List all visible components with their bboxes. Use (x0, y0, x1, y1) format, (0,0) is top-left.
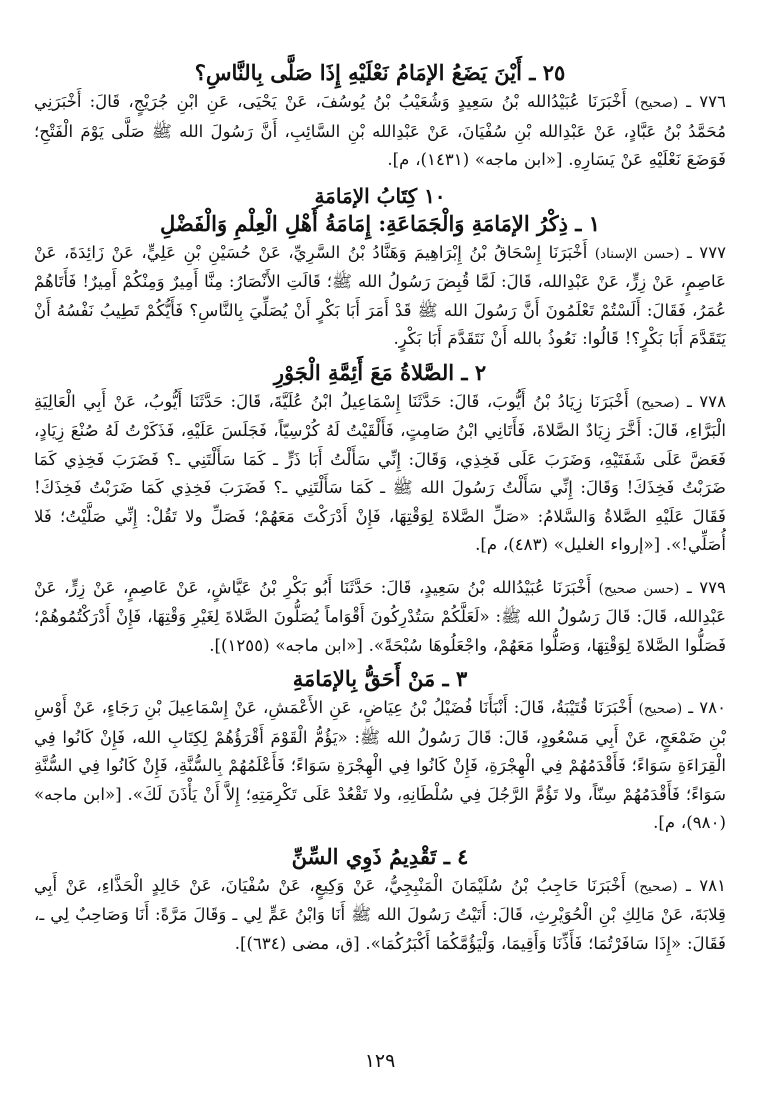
hadith-780 (34, 694, 726, 838)
book-title: ١٠ كِتَابُ الإمَامَةِ (314, 183, 446, 208)
hadith-grade: (حسن صحيح) (598, 580, 680, 597)
hadith-grade: (حسن الإسناد) (594, 245, 680, 262)
hadith-number: ٧٧٩ ـ (686, 577, 726, 597)
hadith-grade: (صحيح) (634, 878, 678, 895)
section-heading-1: ١ ـ ذِكْرُ الإمَامَةِ وَالْجَمَاعَةِ: إِمَامَةُ أَهْلِ الْعِلْمِ وَالْفَضْلِ (159, 210, 601, 236)
hadith-779 (34, 574, 726, 661)
hadith-number: ٧٧٨ ـ (687, 391, 726, 411)
hadith-777 (34, 239, 726, 354)
section-heading-2: ٢ ـ الصَّلاةُ مَعَ أَئِمَّةِ الْجَوْرِ (273, 359, 487, 385)
hadith-number: ٧٧٦ ـ (686, 92, 727, 111)
hadith-text: أَخْبَرَنَا قُتَيْبَةُ، قَالَ: أَنْبَأَنَا فُضَيْلُ بْنُ عِيَاضٍ، عَنِ الأَعْمَشِ، عَنْ إِسْمَاعِيلَ بْنِ رَجَاءٍ، عَنْ أَوْسِ بْنِ ضَمْعَجٍ، عَنْ أَبِي مَسْعُودٍ، قَالَ: قَالَ رَسُولُ الله ﷺ: «يَؤُمُّ الْقَوْمَ أَقْرَؤُهُمْ لِكِتَابِ الله، فَإِنْ كَانُوا فِي الْقِرَاءَةِ سَوَاءً؛ فَأَقْدَمُهُمْ فِي الْهِجْرَةِ، فَإِنْ كَانُوا فِي الْهِجْرَةِ سَوَاءً؛ فَأَعْلَمُهُمْ بِالسُّنَّةِ، فَإِنْ كَانُوا فِي السُّنَّةِ سَوَاءً؛ فَأَقْدَمُهُمْ سِنّاً، ولا تَؤُمَّ الرَّجُلَ فِي سُلْطَانِهِ، ولا تَقْعُدْ عَلَى تَكْرِمَتِهِ؛ إِلاَّ أَنْ يَأْذَنَ لَكَ». [«ابن ماجه» (٩٨٠)، م]. (34, 698, 726, 832)
hadith-778 (34, 388, 726, 560)
section-heading-3: ٣ ـ مَنْ أَحَقُّ بِالإمَامَةِ (292, 666, 468, 691)
hadith-text: أَخْبَرَنَا زِيَادُ بْنُ أَيُّوبَ، قَالَ: حَدَّثَنَا إِسْمَاعِيلُ ابْنُ عُلَيَّةَ، قَالَ: حَدَّثَنَا أَيُّوبُ، عَنْ أَبِي الْعَالِيَةِ الْبَرَّاءِ، قَالَ: أَخَّرَ زِيَادٌ الصَّلاةَ، فَأَتَانِي ابْنُ صَامِتٍ، فَأَلْقَيْتُ لَهُ كُرْسِيّاً، فَجَلَسَ عَلَيْهِ، فَذَكَرْتُ لَهُ صُنْعَ زِيَادٍ، فَعَضَّ عَلَى شَفَتَيْهِ، وَضَرَبَ عَلَى فَخِذِي، وَقَالَ: إِنِّي سَأَلْتُ أَبَا ذَرٍّ ـ كَمَا سَأَلْتَنِي ـ؟ فَضَرَبَ فَخِذِي كَمَا ضَرَبْتُ فَخِذَكَ! وَقَالَ: إِنِّي سَأَلْتُ رَسُولَ الله ﷺ ـ كَمَا سَأَلْتَنِي ـ؟ فَضَرَبَ فَخِذِي كَمَا ضَرَبْتُ فَخِذَكَ! فَقَالَ عَلَيْهِ الصَّلاةُ وَالسَّلامُ: «صَلِّ الصَّلاةَ لِوَقْتِهَا، فَإِنْ أَدْرَكْتَ مَعَهُمْ؛ فَصَلِّ ولا تَقُلْ: إِنِّي صَلَّيْتُ؛ فَلا أُصَلِّي!». [«إرواء الغليل» (٤٨٣)، م]. (34, 391, 726, 554)
hadith-776 (34, 88, 726, 175)
hadith-text: أَخْبَرَنَا حَاجِبُ بْنُ سُلَيْمَانَ الْمَنْبِجِيُّ، عَنْ وَكِيعٍ، عَنْ سُفْيَانَ، عَنْ خَالِدٍ الْحَذَّاءِ، عَنْ أَبِي قِلابَةَ، عَنْ مَالِكِ بْنِ الْحُوَيْرِثِ، قَالَ: أَتَيْتُ رَسُولَ الله ﷺ أَنَا وَابْنُ عَمٍّ لِي ـ وَقَالَ مَرَّةً: أَنَا وَصَاحِبٌ لِي ـ، فَقَالَ: «إِذَا سَافَرْتُمَا؛ فَأَذِّنَا وَأَقِيمَا، وَلْيَؤُمَّكُمَا أَكْبَرُكُمَا». [ق، مضى (٦٣٤)]. (34, 875, 726, 953)
hadith-781 (34, 872, 726, 959)
hadith-number: ٧٨١ ـ (685, 875, 726, 895)
section-heading-4: ٤ ـ تَقْدِيمُ ذَوِي السِّنِّ (291, 843, 469, 869)
hadith-number: ٧٧٧ ـ (686, 242, 727, 262)
hadith-text: أَخْبَرَنَا عُبَيْدُالله بْنُ سَعِيدٍ، قَالَ: حَدَّثَنَا أَبُو بَكْرِ بْنُ عَيَّاشٍ، عَنْ عَاصِمٍ، عَنْ زِرٍّ، عَنْ عَبْدِالله، قَالَ: قَالَ رَسُولُ الله ﷺ: «لَعَلَّكُمْ سَتُدْرِكُونَ أَقْوَاماً يُصَلُّونَ الصَّلاةَ لِغَيْرِ وَقْتِهَا، فَإِنْ أَدْرَكْتُمُوهُمْ؛ فَصَلُّوا الصَّلاةَ لِوَقْتِهَا، وَصَلُّوا مَعَهُمْ، واجْعَلُوهَا سُبْحَةً». [«ابن ماجه» (١٢٥٥)]. (34, 577, 726, 655)
hadith-grade: (صحيح) (634, 95, 679, 111)
hadith-number: ٧٨٠ ـ (688, 698, 727, 717)
hadith-grade: (صحيح) (638, 701, 683, 717)
page-number: ١٢٩ (364, 1050, 396, 1072)
hadith-text: أَخْبَرَنَا عُبَيْدُالله بْنُ سَعِيدٍ وَشُعَيْبُ بْنُ يُوسُفَ، عَنْ يَحْيَى، عَنِ ابْنِ جُرَيْجٍ، قَالَ: أَخْبَرَنِي مُحَمَّدُ بْنُ عَبَّادٍ، عَنْ عَبْدِالله بْنِ سُفْيَانَ، عَنْ عَبْدِالله بْنِ السَّائِبِ، أَنَّ رَسُولَ الله ﷺ صَلَّى يَوْمَ الْفَتْحِ؛ فَوَضَعَ نَعْلَيْهِ عَنْ يَسَارِهِ. [«ابن ماجه» (١٤٣١)، م]. (34, 92, 726, 169)
hadith-text: أَخْبَرَنَا إِسْحَاقُ بْنُ إِبْرَاهِيمَ وَهَنَّادُ بْنُ السَّرِيِّ، عَنْ حُسَيْنِ بْنِ عَلِيٍّ، عَنْ زَائِدَةَ، عَنْ عَاصِمٍ، عَنْ زِرٍّ، عَنْ عَبْدِالله، قَالَ: لَمَّا قُبِضَ رَسُولُ الله ﷺ؛ قَالَتِ الأَنْصَارُ: مِنَّا أَمِيرٌ وَمِنْكُمْ أَمِيرٌ! فَأَتَاهُمْ عُمَرُ، فَقَالَ: أَلَسْتُمْ تَعْلَمُونَ أَنَّ رَسُولَ الله ﷺ قَدْ أَمَرَ أَبَا بَكْرٍ أَنْ يُصَلِّيَ بِالنَّاسِ؟ فَأَيُّكُمْ تَطِيبُ نَفْسُهُ أَنْ يَتَقَدَّمَ أَبَا بَكْرٍ؟! قَالُوا: نَعُوذُ بالله أَنْ نَتَقَدَّمَ أَبَا بَكْرٍ. (34, 242, 726, 348)
chapter-heading-25: ٢٥ ـ أَيْنَ يَضَعُ الإمَامُ نَعْلَيْهِ إِذَا صَلَّى بِالنَّاسِ؟ (194, 60, 566, 85)
hadith-grade: (صحيح) (636, 394, 680, 411)
